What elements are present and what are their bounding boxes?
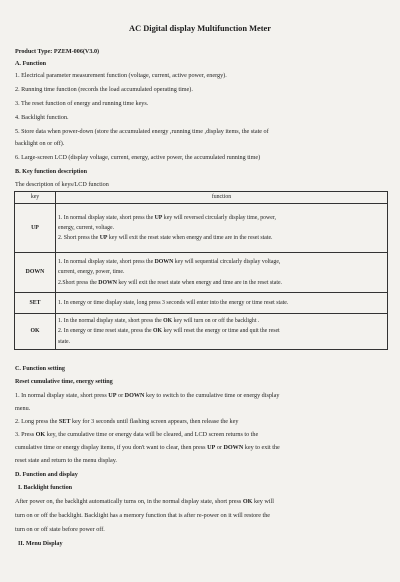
function-item: backlight on or off). [15, 141, 65, 147]
backlight-line: After power on, the backlight automatically turns on, in the normal display state, short press OK key will [15, 499, 274, 505]
function-item: 4. Backlight function. [15, 115, 69, 121]
document-title: AC Digital display Multifunction Meter [129, 24, 271, 33]
function-line: state. [58, 338, 71, 345]
function-line: 2.Short press the DOWN key will exit the reset state when energy and time are in the reset state. [58, 279, 282, 286]
table-row [15, 314, 388, 350]
function-line: current, energy, power, time. [58, 269, 125, 276]
table-row [15, 204, 388, 253]
section-b-heading: B. Key function description [15, 169, 87, 175]
setting-line: reset state and return to the menu display. [15, 458, 117, 464]
table-row [15, 253, 388, 293]
function-cell [56, 204, 388, 253]
function-item: 5. Store data when power-down (store the accumulated energy ,running time ,display items, the state of [15, 129, 269, 135]
menu-display-subheading: II. Menu Display [18, 541, 63, 547]
key-cell: OK [15, 314, 56, 350]
setting-line: 2. Long press the SET key for 3 seconds until flashing screen appears, then release the key [15, 419, 239, 425]
backlight-line: turn on or off the backlight. Backlight has a memory function that is after re-power on it will restore the [15, 513, 270, 519]
backlight-line: turn on or off state before power off. [15, 527, 105, 533]
setting-line: 3. Press OK key, the cumulative time or energy data will be cleared, and LCD screen returns to the [15, 432, 259, 438]
function-cell [56, 314, 388, 350]
backlight-subheading: I. Backlight function [18, 485, 73, 491]
table-caption: The description of keys/LCD function [15, 182, 109, 188]
function-line: 2. Short press the UP key will exit the reset state when energy and time are in the reset state. [58, 235, 273, 242]
key-cell: DOWN [15, 253, 56, 293]
key-function-table [14, 191, 388, 350]
product-type: Product Type: PZEM-006(V3.0) [15, 49, 100, 55]
function-line: 1. In normal display state, short press the UP key will reversed circularly display time, power, [58, 214, 276, 221]
function-line: energy, current, voltage. [58, 224, 115, 231]
function-cell [56, 293, 388, 314]
function-item: 2. Running time function (records the load accumulated operating time). [15, 87, 193, 93]
section-c-heading: C. Function setting [15, 366, 65, 372]
function-item: 3. The reset function of energy and running time keys. [15, 101, 149, 107]
col-header-key: key [15, 192, 56, 204]
setting-line: menu. [15, 406, 31, 412]
setting-line: 1. In normal display state, short press UP or DOWN key to switch to the cumulative time or energy display [15, 393, 280, 399]
table-header-row [15, 192, 388, 204]
section-d-heading: D. Function and display [15, 472, 78, 478]
function-cell [56, 253, 388, 293]
key-cell: UP [15, 204, 56, 253]
table-row [15, 293, 388, 314]
function-line: 1. In the normal display state, short press the OK key will turn on or off the backlight . [58, 318, 260, 325]
setting-line: cumulative time or energy display items, if you don't want to clear, then press UP or DOWN key to exit the [15, 445, 280, 451]
function-line: 1. In energy or time display state, long press 3 seconds will enter into the energy or time reset state. [58, 299, 289, 306]
function-line: 1. In normal display state, short press the DOWN key will sequential circularly display voltage, [58, 259, 281, 266]
section-a-heading: A. Function [15, 61, 47, 67]
section-c-subheading: Reset cumulative time, energy setting [15, 379, 113, 385]
key-cell: SET [15, 293, 56, 314]
function-line: 2. In energy or time reset state, press the OK key will reset the energy or time and quit the reset [58, 328, 280, 335]
function-item: 6. Large-screen LCD (display voltage, current, energy, active power, the accumulated running time) [15, 155, 261, 161]
function-item: 1. Electrical parameter measurement function (voltage, current, active power, energy). [15, 73, 227, 79]
col-header-function: function [56, 192, 388, 204]
